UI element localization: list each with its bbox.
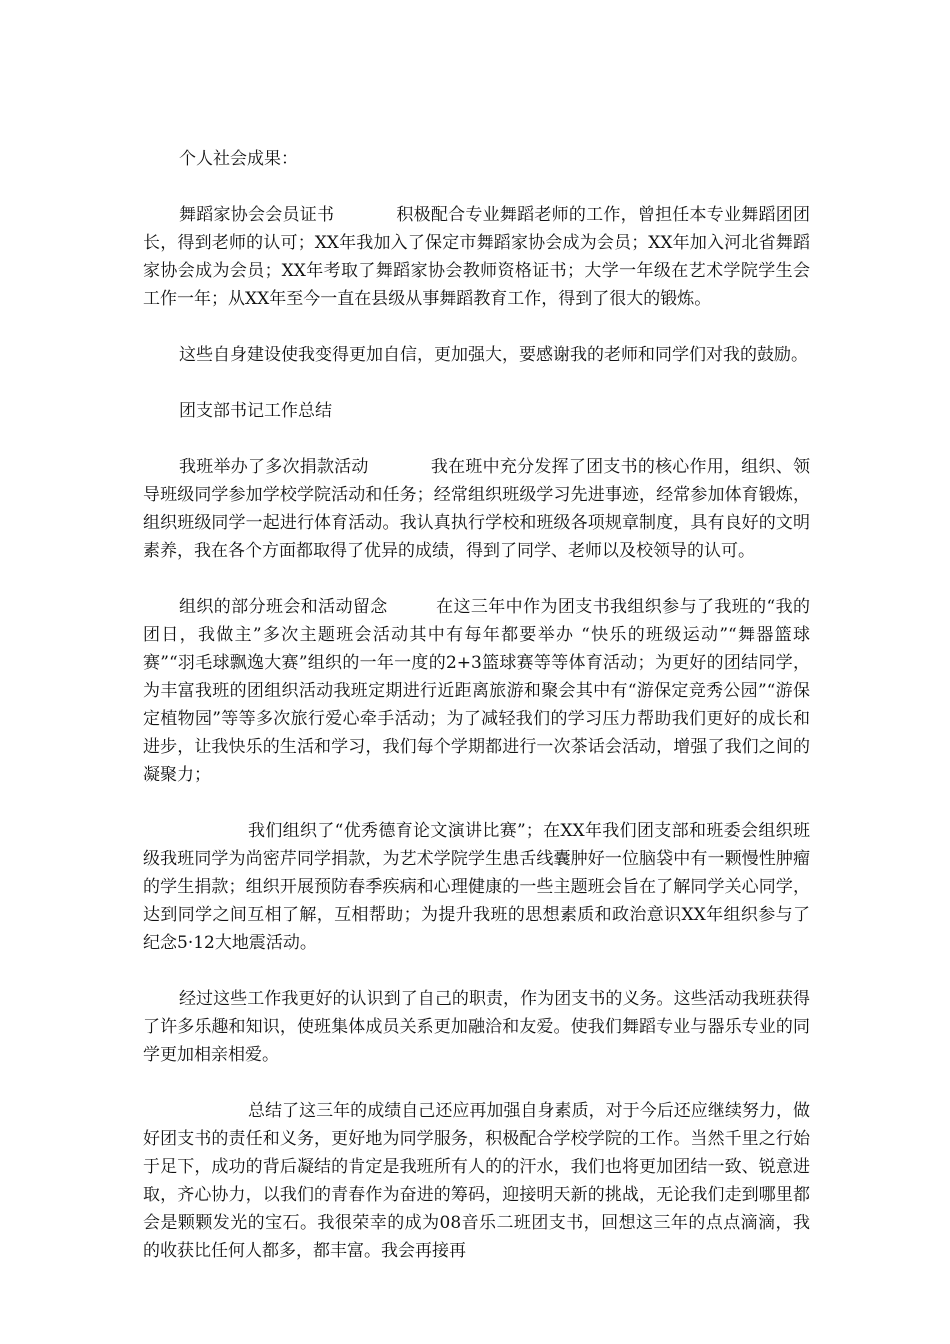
paragraph-text: 在这三年中作为团支书我组织参与了我班的“我的团日，我做主”多次主题班会活动其中有每年都要举办 “快乐的班级运动”“舞器篮球赛”“羽毛球飘逸大赛”组织的一年一度的2+3篮球赛等等体育活动；为更好的团结同学，为丰富我班的团组织活动我班定期进行近距离旅游和聚会其中有“游保定竞秀公园”“游保定植物园”等等多次旅行爱心牵手活动；为了减轻我们的学习压力帮助我们更好的成长和进步，让我快乐的生活和学习，我们每个学期都进行一次茶话会活动，增强了我们之间的凝聚力；: [143, 597, 810, 785]
paragraph-text: 经过这些工作我更好的认识到了自己的职责，作为团支书的义务。这些活动我班获得了许多乐趣和知识，使班集体成员关系更加融洽和友爱。使我们舞蹈专业与器乐专业的同学更加相亲相爱。: [143, 989, 810, 1065]
paragraph-lead: 组织的部分班会和活动留念: [179, 597, 388, 617]
paragraph-text: 这些自身建设使我变得更加自信，更加强大，要感谢我的老师和同学们对我的鼓励。: [179, 345, 808, 365]
paragraph-essay-contest: [143, 817, 810, 957]
paragraph-text: 积极配合专业舞蹈老师的工作，曾担任本专业舞蹈团团长，得到老师的认可；XX年我加入了保定市舞蹈家协会成为会员；XX年加入河北省舞蹈家协会成为会员；XX年考取了舞蹈家协会教师资格证书；大学一年级在艺术学院学生会工作一年；从XX年至今一直在县级从事舞蹈教育工作，得到了很大的锻炼。: [143, 205, 811, 309]
paragraph-donation-activities: [143, 453, 810, 565]
paragraph-lead: 舞蹈家协会会员证书: [179, 205, 335, 225]
heading-text: 个人社会成果：: [179, 149, 298, 169]
document-body: [143, 145, 810, 1293]
paragraph-lead: 我班举办了多次捐款活动: [179, 457, 369, 477]
section-heading-social-achievements: [143, 145, 810, 173]
paragraph-text: 总结了这三年的成绩自己还应再加强自身素质，对于今后还应继续努力，做好团支书的责任和义务，更好地为同学服务，积极配合学校学院的工作。当然千里之行始于足下，成功的背后凝结的肯定是我班所有人的的汗水，我们也将更加团结一致、锐意进取，齐心协力，以我们的青春作为奋进的筹码，迎接明天新的挑战，无论我们走到哪里都会是颗颗发光的宝石。我很荣幸的成为08音乐二班团支书，回想这三年的点点滴滴，我的收获比任何人都多，都丰富。我会再接再: [143, 1101, 810, 1261]
paragraph-text: 我在班中充分发挥了团支书的核心作用，组织、领导班级同学参加学校学院活动和任务；经常组织班级学习先进事迹，经常参加体育锻炼，组织班级同学一起进行体育活动。我认真执行学校和班级各项规章制度，具有良好的文明素养，我在各个方面都取得了优异的成绩，得到了同学、老师以及校领导的认可。: [143, 457, 811, 561]
paragraph-conclusion: [143, 1097, 810, 1265]
paragraph-class-meetings: [143, 593, 810, 789]
paragraph-text: 我们组织了“优秀德育论文演讲比赛”；在XX年我们团支部和班委会组织班级我班同学为尚密芹同学捐款，为艺术学院学生患舌线囊肿好一位脑袋中有一颗慢性肿瘤的学生捐款；组织开展预防春季疾病和心理健康的一些主题班会旨在了解同学关心同学，达到同学之间互相了解，互相帮助；为提升我班的思想素质和政治意识XX年组织参与了纪念5·12大地震活动。: [143, 821, 810, 953]
heading-text: 团支部书记工作总结: [179, 401, 332, 421]
section-heading-league-summary: [143, 397, 810, 425]
paragraph-reflection: [143, 985, 810, 1069]
paragraph-self-improvement: [143, 341, 810, 369]
paragraph-dance-association: [143, 201, 810, 313]
